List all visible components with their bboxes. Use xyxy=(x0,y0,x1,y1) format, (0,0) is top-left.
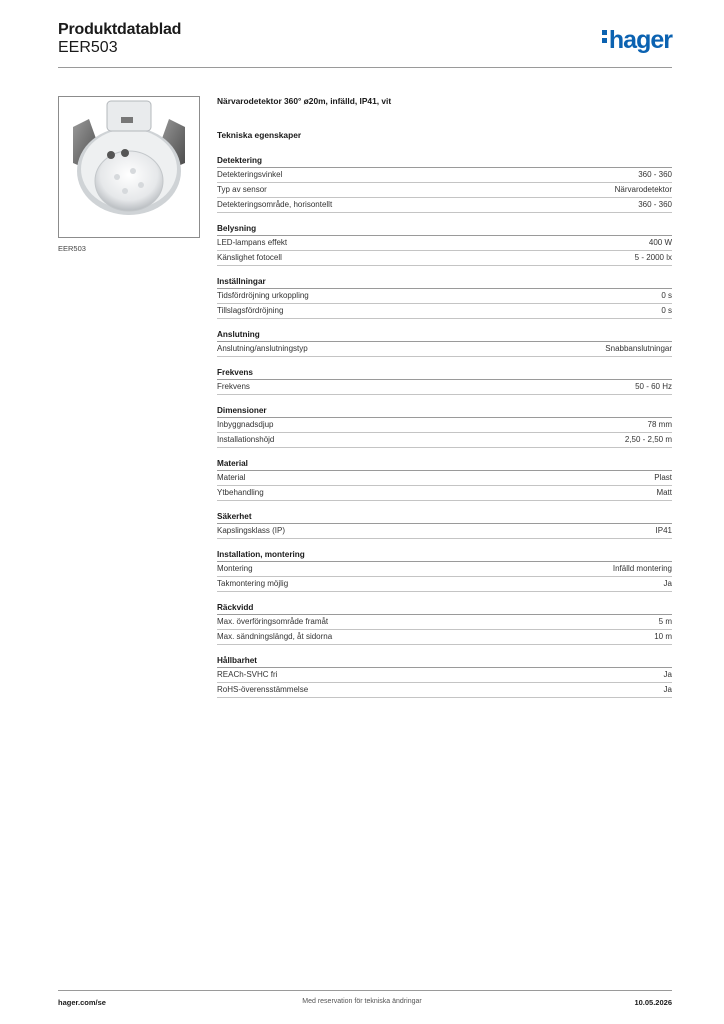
product-code: EER503 xyxy=(58,39,118,56)
spec-group xyxy=(217,405,672,448)
spec-label: Ytbehandling xyxy=(217,488,264,497)
spec-row xyxy=(217,524,672,539)
spec-label: Inbyggnadsdjup xyxy=(217,420,274,429)
spec-value: 360 - 360 xyxy=(638,200,672,209)
spec-value: Snabbanslutningar xyxy=(605,344,672,353)
spec-group xyxy=(217,549,672,592)
spec-groups xyxy=(217,155,672,698)
spec-value: Ja xyxy=(663,685,672,694)
spec-label: Anslutning/anslutningstyp xyxy=(217,344,308,353)
spec-group xyxy=(217,155,672,213)
spec-row xyxy=(217,486,672,501)
presence-detector-photo-icon xyxy=(59,97,199,237)
spec-row xyxy=(217,683,672,698)
spec-value: 5 m xyxy=(658,617,672,626)
spec-row xyxy=(217,304,672,319)
section-heading: Tekniska egenskaper xyxy=(217,130,302,140)
spec-row xyxy=(217,251,672,266)
spec-group xyxy=(217,223,672,266)
footer-date: 10.05.2026 xyxy=(634,998,672,1007)
footer-divider xyxy=(58,990,672,991)
spec-label: Material xyxy=(217,473,246,482)
spec-value: 50 - 60 Hz xyxy=(635,382,672,391)
hager-logo xyxy=(602,28,672,53)
spec-value: 400 W xyxy=(648,238,672,247)
spec-group-title: Frekvens xyxy=(217,367,672,380)
spec-row xyxy=(217,198,672,213)
spec-value: 2,50 - 2,50 m xyxy=(624,435,672,444)
spec-value: Plast xyxy=(654,473,672,482)
spec-group-title: Material xyxy=(217,458,672,471)
spec-row xyxy=(217,577,672,592)
spec-label: Detekteringsområde, horisontellt xyxy=(217,200,333,209)
spec-group-title: Detektering xyxy=(217,155,672,168)
spec-label: Typ av sensor xyxy=(217,185,267,194)
spec-label: Tidsfördröjning urkoppling xyxy=(217,291,309,300)
spec-row xyxy=(217,168,672,183)
spec-label: Tillslagsfördröjning xyxy=(217,306,284,315)
spec-group-title: Anslutning xyxy=(217,329,672,342)
spec-label: LED-lampans effekt xyxy=(217,238,288,247)
spec-group-title: Hållbarhet xyxy=(217,655,672,668)
spec-value: 78 mm xyxy=(647,420,672,429)
spec-value: 0 s xyxy=(661,306,672,315)
spec-row xyxy=(217,562,672,577)
logo-text: hager xyxy=(608,26,672,54)
product-title: Närvarodetektor 360° ø20m, infälld, IP41, vit xyxy=(217,96,392,106)
spec-row xyxy=(217,471,672,486)
spec-group-title: Inställningar xyxy=(217,276,672,289)
spec-row xyxy=(217,289,672,304)
spec-label: REACh-SVHC fri xyxy=(217,670,278,679)
spec-label: Känslighet fotocell xyxy=(217,253,282,262)
spec-label: Max. sändningslängd, åt sidorna xyxy=(217,632,333,641)
spec-group xyxy=(217,655,672,698)
spec-group xyxy=(217,511,672,539)
spec-value: 360 - 360 xyxy=(638,170,672,179)
spec-group-title: Installation, montering xyxy=(217,549,672,562)
spec-value: 0 s xyxy=(661,291,672,300)
spec-group xyxy=(217,329,672,357)
spec-row xyxy=(217,236,672,251)
spec-value: Ja xyxy=(663,670,672,679)
spec-row xyxy=(217,630,672,645)
spec-value: 10 m xyxy=(654,632,672,641)
spec-row xyxy=(217,418,672,433)
spec-label: Detekteringsvinkel xyxy=(217,170,283,179)
spec-group-title: Belysning xyxy=(217,223,672,236)
document-title: Produktdatablad xyxy=(58,21,182,38)
spec-value: IP41 xyxy=(655,526,672,535)
spec-label: Max. överföringsområde framåt xyxy=(217,617,329,626)
spec-label: Montering xyxy=(217,564,253,573)
spec-row xyxy=(217,183,672,198)
spec-label: RoHS-överensstämmelse xyxy=(217,685,309,694)
spec-row xyxy=(217,668,672,683)
spec-group xyxy=(217,276,672,319)
spec-group-title: Räckvidd xyxy=(217,602,672,615)
product-image xyxy=(58,96,200,238)
spec-sheet xyxy=(217,96,672,708)
spec-row xyxy=(217,433,672,448)
spec-group-title: Säkerhet xyxy=(217,511,672,524)
spec-group xyxy=(217,602,672,645)
spec-value: Närvarodetektor xyxy=(614,185,672,194)
spec-group-title: Dimensioner xyxy=(217,405,672,418)
logo-dots-icon xyxy=(602,27,608,46)
spec-label: Installationshöjd xyxy=(217,435,275,444)
spec-label: Frekvens xyxy=(217,382,250,391)
footer-note: Med reservation för tekniska ändringar xyxy=(302,998,422,1005)
spec-row xyxy=(217,342,672,357)
image-caption: EER503 xyxy=(58,244,86,253)
spec-row xyxy=(217,615,672,630)
spec-value: Matt xyxy=(656,488,672,497)
footer-website: hager.com/se xyxy=(58,998,106,1007)
header-divider xyxy=(58,67,672,68)
spec-value: Infälld montering xyxy=(612,564,672,573)
spec-value: Ja xyxy=(663,579,672,588)
spec-row xyxy=(217,380,672,395)
spec-group xyxy=(217,367,672,395)
spec-label: Takmontering möjlig xyxy=(217,579,289,588)
spec-value: 5 - 2000 lx xyxy=(634,253,672,262)
spec-group xyxy=(217,458,672,501)
spec-label: Kapslingsklass (IP) xyxy=(217,526,286,535)
